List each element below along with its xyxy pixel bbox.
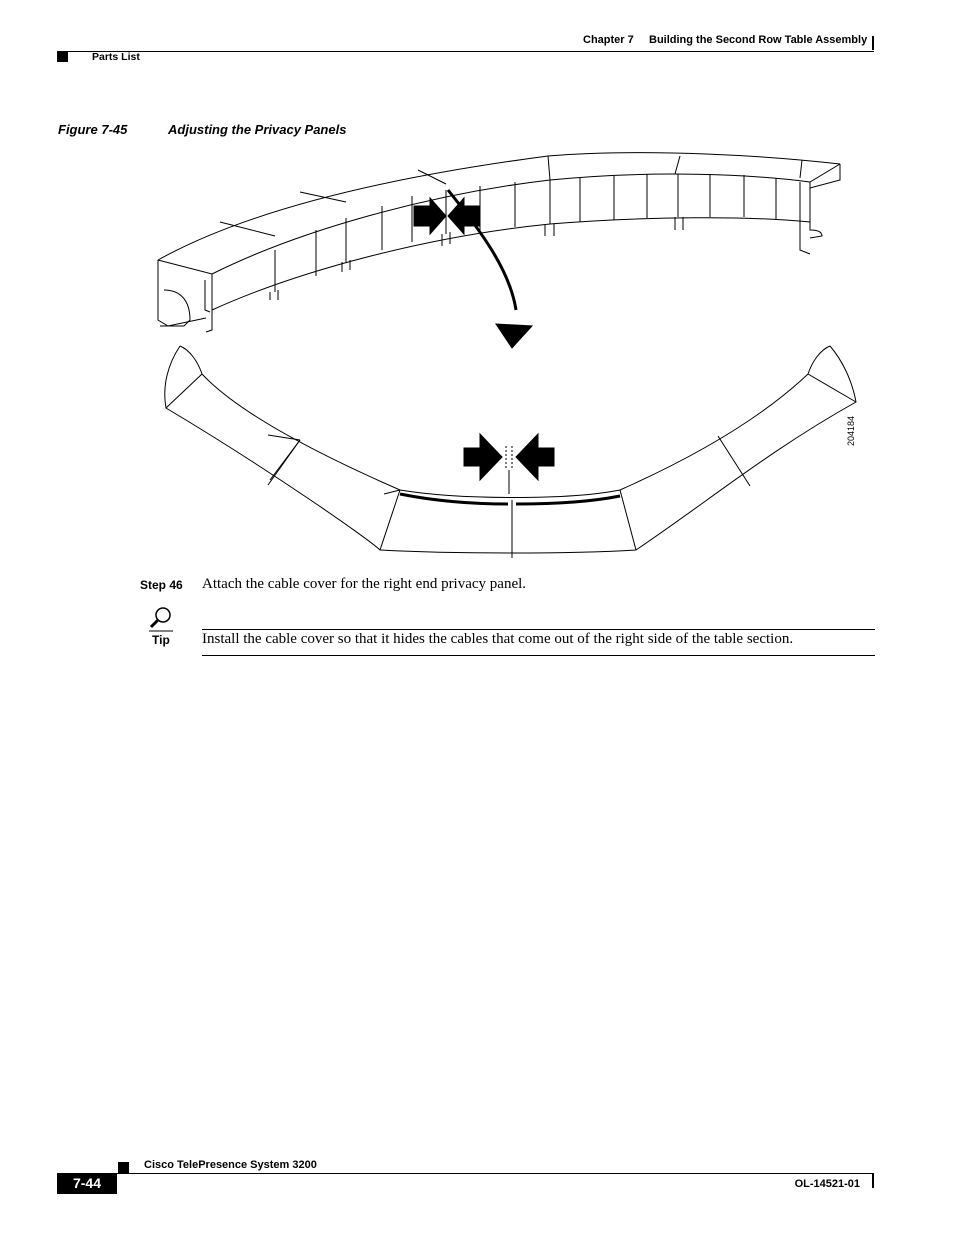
figure-art-id: 204184 [846, 415, 856, 446]
header-chapter: Chapter 7 [583, 34, 634, 46]
header-marker [57, 51, 68, 62]
tip-label: Tip [152, 633, 170, 647]
tip-rule-top [202, 629, 875, 630]
step-text: Attach the cable cover for the right end privacy panel. [202, 576, 527, 592]
footer-doc-number: OL-14521-01 [794, 1178, 860, 1190]
header-chapter-title: Building the Second Row Table Assembly [649, 34, 868, 46]
header-rule [68, 51, 874, 52]
footer-marker [118, 1162, 129, 1173]
figure-title: Adjusting the Privacy Panels [168, 122, 347, 137]
privacy-panel-figure [150, 150, 856, 560]
figure-number: Figure 7-45 [58, 122, 128, 137]
header-rule-tick [872, 36, 874, 50]
step-label: Step 46 [140, 578, 183, 592]
table-assembly-illustration [158, 153, 840, 348]
header-section: Parts List [92, 51, 140, 63]
footer-rule-tick [872, 1174, 874, 1188]
tip-rule-bottom [202, 655, 875, 656]
footer-page-number: 7-44 [72, 1175, 102, 1191]
tip-text: Install the cable cover so that it hides the cables that come out of the right side of the table section. [202, 631, 794, 647]
magnifier-icon [146, 605, 176, 633]
footer-book-title: Cisco TelePresence System 3200 [144, 1159, 317, 1171]
footer-rule [57, 1173, 874, 1174]
table-top-view-illustration [165, 346, 856, 558]
